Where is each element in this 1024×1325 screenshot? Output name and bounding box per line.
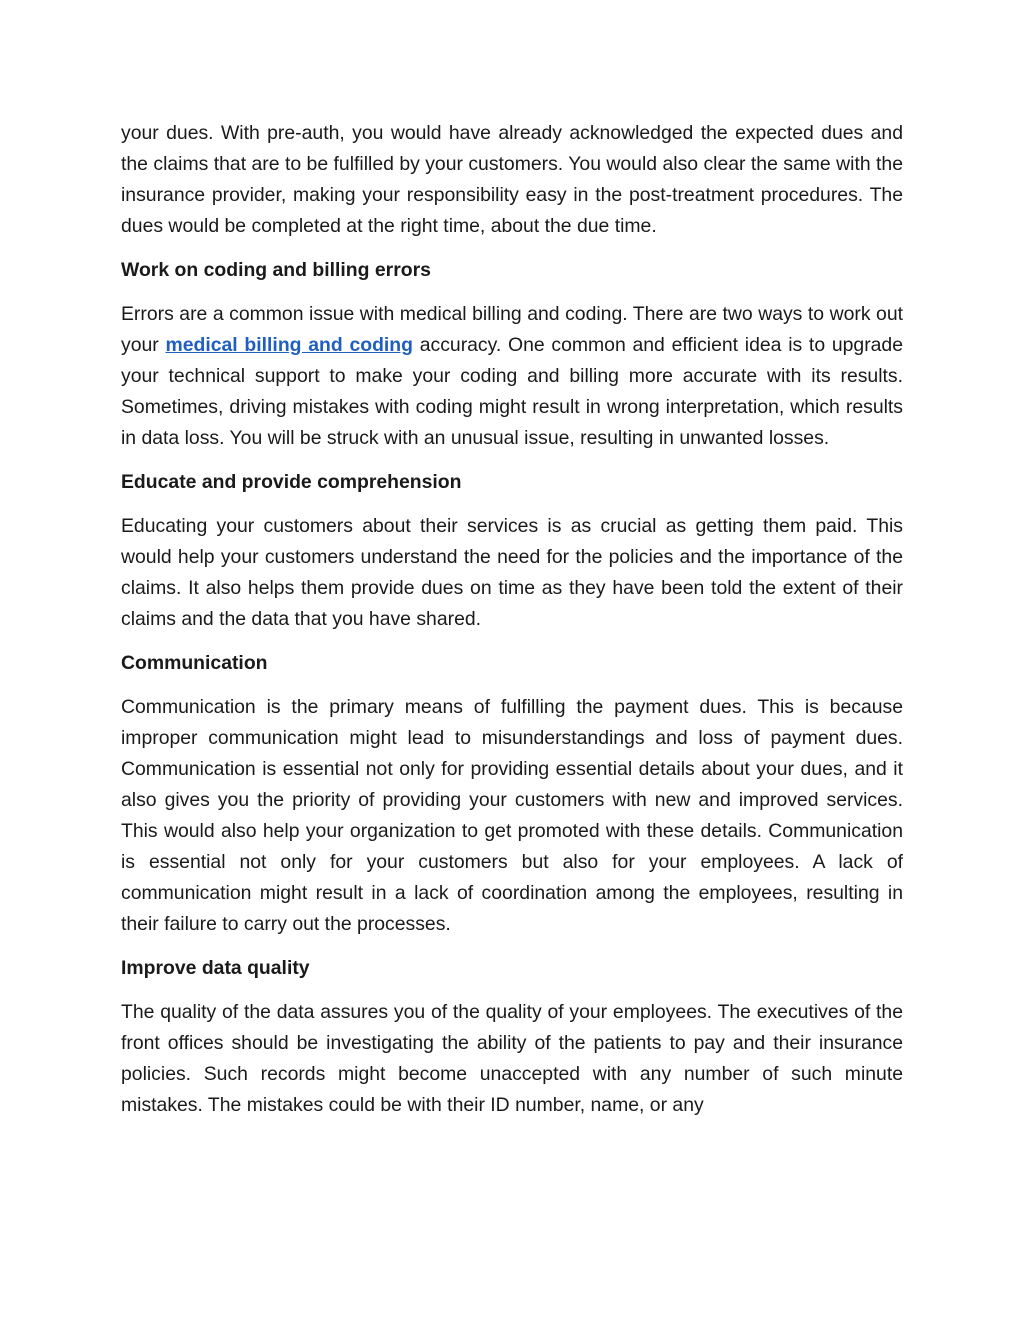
heading-coding-billing-errors: Work on coding and billing errors (121, 259, 431, 281)
heading-improve-data-quality: Improve data quality (121, 957, 310, 979)
coding-text-before-link: Errors are a common issue with medical billing and coding. There are two ways to work out your (121, 303, 903, 356)
data-quality-paragraph: The quality of the data assures you of the quality of your employees. The executives of the front offices should be investigating the ability of the patients to pay and their insurance policies. Such records might become unaccepted with any number of such minute mistakes. The mistakes could be with their ID number, name, or any (121, 1001, 903, 1116)
coding-text-after-link: accuracy. One common and efficient idea is to upgrade your technical support to make your coding and billing more accurate with its results. Sometimes, driving mistakes with coding might result in wrong interpretation, which results in data loss. You will be struck with an unusual issue, resulting in unwanted losses. (121, 334, 904, 449)
heading-communication: Communication (121, 652, 268, 674)
educate-paragraph: Educating your customers about their services is as crucial as getting them paid. This would help your customers understand the need for the policies and the importance of the claims. It also helps them provide dues on time as they have been told the extent of their claims and the data that you have shared. (121, 515, 903, 630)
intro-paragraph: your dues. With pre-auth, you would have already acknowledged the expected dues and the claims that are to be fulfilled by your customers. You would also clear the same with the insurance provider, making your responsibility easy in the post-treatment procedures. The dues would be completed at the right time, about the due time. (121, 122, 903, 237)
communication-paragraph: Communication is the primary means of fulfilling the payment dues. This is because improper communication might lead to misunderstandings and loss of payment dues. Communication is essential not only for providing essential details about your dues, and it also gives you the priority of providing your customers with new and improved services. This would also help your organization to get promoted with these details. Communication is essential not only for your customers but also for your employees. A lack of communication might result in a lack of coordination among the employees, resulting in their failure to carry out the processes. (121, 696, 903, 935)
coding-billing-paragraph (121, 299, 903, 454)
document-page (121, 118, 903, 1134)
heading-educate: Educate and provide comprehension (121, 471, 462, 493)
medical-billing-coding-link[interactable]: medical billing and coding (165, 334, 413, 356)
